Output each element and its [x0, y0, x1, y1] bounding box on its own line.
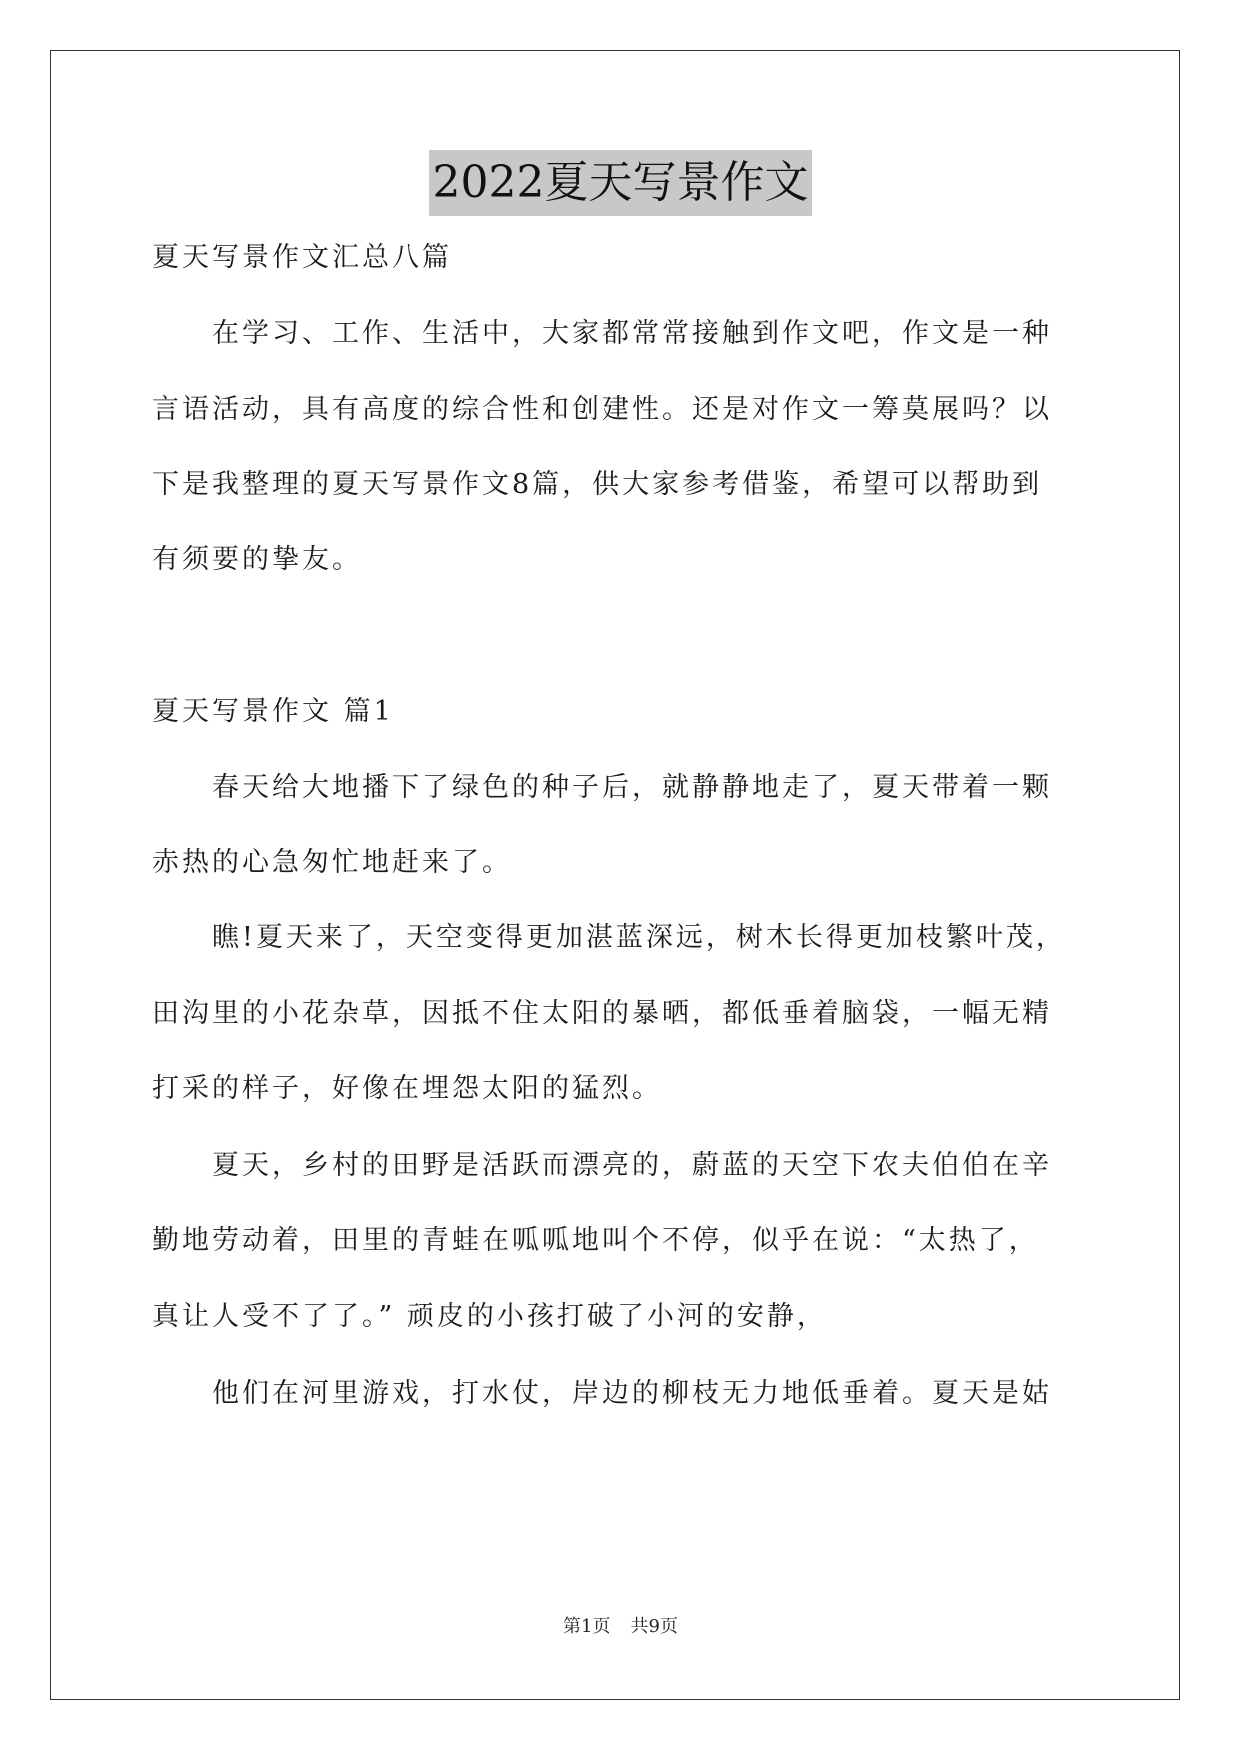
body-line: 在学习、工作、生活中，大家都常常接触到作文吧，作文是一种: [152, 318, 1052, 349]
body-line: 夏天，乡村的田野是活跃而漂亮的，蔚蓝的天空下农夫伯伯在辛: [152, 1150, 1052, 1181]
body-line: 他们在河里游戏，打水仗，岸边的柳枝无力地低垂着。夏天是姑: [152, 1378, 1052, 1409]
body-line: 真让人受不了了。” 顽皮的小孩打破了小河的安静，: [152, 1301, 827, 1332]
page-total: 共9页: [630, 1616, 678, 1637]
title-container: [0, 150, 1241, 216]
body-line: 有须要的挚友。: [152, 544, 362, 575]
page-footer: [0, 1615, 1241, 1639]
body-line: 言语活动，具有高度的综合性和创建性。还是对作文一筹莫展吗？以: [152, 394, 1052, 425]
body-line: 下是我整理的夏天写景作文8篇，供大家参考借鉴，希望可以帮助到: [152, 469, 1043, 500]
body-line: 勤地劳动着，田里的青蛙在呱呱地叫个不停，似乎在说：“太热了，: [152, 1225, 1039, 1256]
body-line: 春天给大地播下了绿色的种子后，就静静地走了，夏天带着一颗: [152, 772, 1052, 803]
page-number: 第1页: [563, 1616, 611, 1637]
body-line: 赤热的心急匆忙地赶来了。: [152, 847, 512, 878]
body-line: 打采的样子，好像在埋怨太阳的猛烈。: [152, 1073, 662, 1104]
document-title: 2022夏天写景作文: [429, 150, 813, 216]
section-heading: 夏天写景作文 篇1: [152, 696, 394, 727]
body-line: 瞧!夏天来了，天空变得更加湛蓝深远，树木长得更加枝繁叶茂，: [152, 922, 1066, 953]
body-line: 田沟里的小花杂草，因抵不住太阳的暴晒，都低垂着脑袋，一幅无精: [152, 998, 1052, 1029]
subtitle-line: 夏天写景作文汇总八篇: [152, 242, 452, 273]
